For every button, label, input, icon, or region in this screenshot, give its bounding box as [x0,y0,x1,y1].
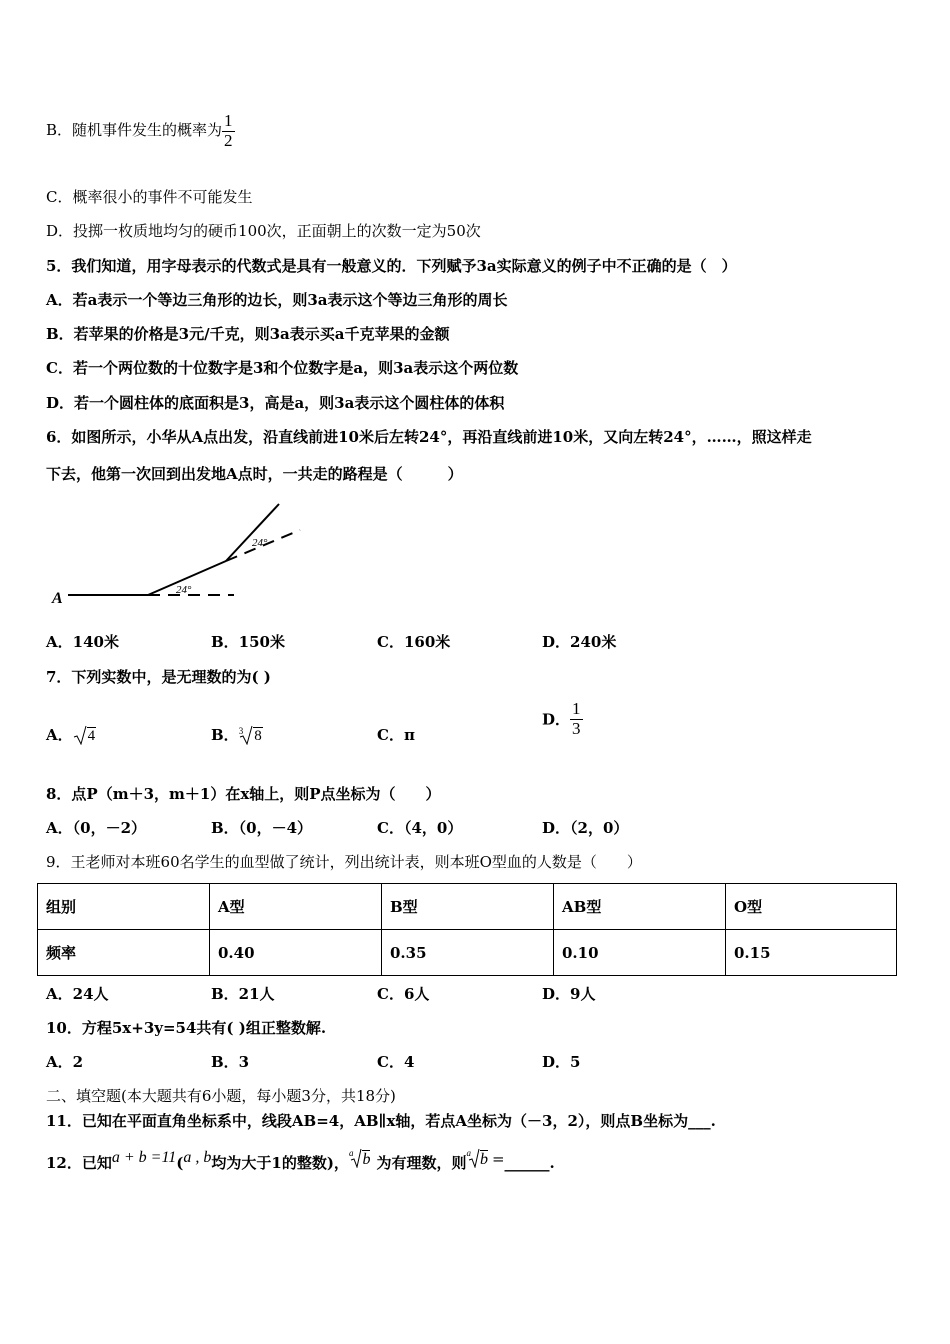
q6-segment-3 [226,504,279,561]
q6-figure [46,495,316,615]
table-cell: 0.35 [382,930,554,976]
table-cell: 0.10 [554,930,726,976]
q4-b-fraction: $\frac{1}{2}$ [224,111,233,150]
cube-root-symbol-icon [239,725,253,745]
blood-type-table [37,883,897,976]
q9-option-c: C．6人 [377,985,430,1003]
q6-stem-line1: 6．如图所示，小华从A点出发，沿直线前进10米后左转24°，再沿直线前进10米，又向左转24°，……，照这样走 [46,428,812,446]
answer-blank[interactable]: ______ [504,1154,550,1172]
q7-option-a: A． 4 [46,726,96,744]
q9-option-a: A．24人 [46,985,109,1003]
q8-option-d: D．（2，0） [542,819,629,837]
q7-stem: 7．下列实数中，是无理数的为( ) [46,668,271,686]
q5-stem: 5．我们知道，用字母表示的代数式是具有一般意义的．下列赋予3a实际意义的例子中不正确的是（ ） [46,257,737,275]
q6-point-label: A [52,590,63,607]
table-header-cell: B型 [382,884,554,930]
q11-stem: 11．已知在平面直角坐标系中，线段AB=4，AB∥x轴，若点A坐标为（－3，2），则点B坐标为___. [46,1112,716,1130]
q12-stem: 12．已知a + b =11(a , b均为大于1的整数)，$^a$ b 为有理数，则$^a$ b =______. [46,1148,555,1172]
q9-stem: 9．王老师对本班60名学生的血型做了统计，列出统计表，则本班O型血的人数是（ ） [46,853,642,871]
q7-option-d: D． $\frac{1}{3}$ [542,699,581,738]
q6-option-c: C．160米 [377,633,451,651]
q4-option-b: B．随机事件发生的概率为 $\frac{1}{2}$ [46,111,233,150]
table-header-cell: 组别 [38,884,210,930]
q8-option-b: B．（0，－4） [211,819,313,837]
q7-d-fraction: $\frac{1}{3}$ [572,699,581,738]
q10-option-a: A．2 [46,1053,84,1071]
q8-option-c: C．（4，0） [377,819,463,837]
table-cell: 频率 [38,930,210,976]
q8-stem: 8．点P（m＋3，m＋1）在x轴上，则P点坐标为（ ） [46,785,441,803]
q4-option-d: D．投掷一枚质地均匀的硬币100次，正面朝上的次数一定为50次 [46,222,481,240]
q6-angle-label-1: 24° [176,584,192,596]
table-header-row [38,884,897,930]
table-header-cell: AB型 [554,884,726,930]
q9-option-d: D．9人 [542,985,596,1003]
q5-option-a: A．若a表示一个等边三角形的边长，则3a表示这个等边三角形的周长 [46,291,508,309]
q7-option-b: B．$^3$ 8 [211,726,262,744]
q5-option-d: D．若一个圆柱体的底面积是3，高是a，则3a表示这个圆柱体的体积 [46,394,505,412]
section-heading: 二、填空题(本大题共有6小题，每小题3分，共18分) [46,1087,396,1105]
q6-option-d: D．240米 [542,633,617,651]
q6-angle-label-2: 24° [252,537,268,549]
q10-option-b: B．3 [211,1053,250,1071]
q8-option-a: A．（0，－2） [46,819,147,837]
q5-option-b: B．若苹果的价格是3元/千克，则3a表示买a千克苹果的金额 [46,325,450,343]
q9-option-b: B．21人 [211,985,275,1003]
q5-option-c: C．若一个两位数的十位数字是3和个位数字是a，则3a表示这个两位数 [46,359,519,377]
q6-stem-line2: 下去，他第一次回到出发地A点时，一共走的路程是（ ） [46,465,463,483]
q6-option-a: A．140米 [46,633,119,651]
q4-option-c: C．概率很小的事件不可能发生 [46,188,253,206]
table-header-cell: A型 [210,884,382,930]
table-row [38,930,897,976]
table-header-cell: O型 [726,884,897,930]
q7-option-c: C．π [377,726,415,744]
q10-option-d: D．5 [542,1053,581,1071]
q10-stem: 10．方程5x+3y=54共有( )组正整数解. [46,1019,327,1037]
q10-option-c: C．4 [377,1053,415,1071]
sqrt-symbol-icon [73,725,87,745]
table-cell: 0.15 [726,930,897,976]
q6-option-b: B．150米 [211,633,285,651]
table-cell: 0.40 [210,930,382,976]
